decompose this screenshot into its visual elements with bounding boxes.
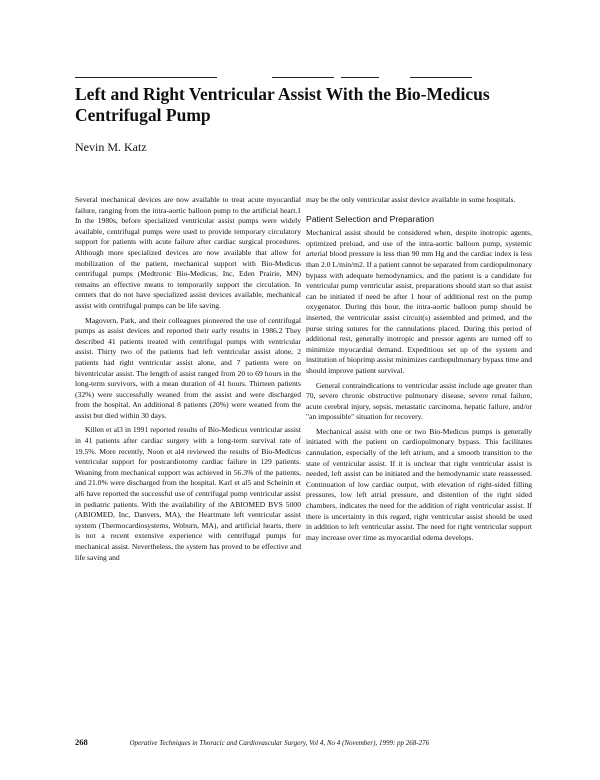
paragraph: Magovern, Park, and their colleagues pioneered the use of centrifugal pumps as assist devices and reported their early results in 1986.2 They described 41 patients treated with centrifugal pumps with ventricular assist. Thirty two of the patients had left ventricular assist alone, 2 patients had right ventricular assist alone, and 7 patients were on biventricular assist. The length of assist ranged from 20 to 69 hours in the long-term survivors, with a mean duration of 41 hours. Thirteen patients (32%) were successfully weaned from the assist and were discharged from the hospital. An additional 8 patients (20%) were weaned from the assist but died within 30 days.	[75, 315, 301, 420]
header-rule-2	[272, 77, 334, 78]
left-column	[75, 195, 301, 567]
paragraph: Killen et al3 in 1991 reported results of Bio-Medicus ventricular assist in 41 patients after cardiac surgery with a long-term survival rate of 19.5%. More recently, Noon et al4 reviewed the results of Bio-Medicus ventricular support for postcardiotomy cardiac failure in 129 patients. Weaning from mechanical support was achieved in 56.3% of the patients, and 21.0% were discharged from the hospital. Karl et al5 and Scheinin et al6 have reported the successful use of centrifugal pump ventricular assist in pediatric patients. With the availability of the ABIOMED BVS 5000 (ABIOMED, Inc, Danvers, MA), the Heartmate left ventricular assist system (Thermocardiosystems, Woburn, MA), and artificial hearts, there is not a recent extensive experience with centrifugal pumps for mechanical assist. Nevertheless, the system has proved to be effective and life saving and	[75, 425, 301, 562]
header-rule-3	[341, 77, 379, 78]
journal-citation: Operative Techniques in Thoracic and Cardiovascular Surgery, Vol 4, No 4 (November), 1999: pp 268-276	[129, 739, 430, 747]
section-heading: Patient Selection and Preparation	[306, 213, 435, 224]
page-number: 268	[75, 737, 88, 747]
author-name: Nevin M. Katz	[75, 140, 147, 154]
article-title: Left and Right Ventricular Assist With the Bio-Medicus Centrifugal Pump	[75, 84, 490, 125]
paragraph: General contraindications to ventricular assist include age greater than 70, severe chronic obstructive pulmonary disease, severe renal failure, acute cerebral injury, sepsis, metastatic carcinoma, hepatic failure, and/or "an impossible" situation for recovery.	[306, 380, 532, 422]
paragraph: Mechanical assist should be considered when, despite inotropic agents, optimized preload, and use of the intra-aortic balloon pump, systemic arterial blood pressure is less than 90 mm Hg and the cardiac index is less than 2.0 L/min/m2. If a patient cannot be separated from cardiopulmonary bypass with adequate hemodynamics, and the patient is a candidate for ventricular pump ventricular assist, preparations should start so that assist can be initiated if need be after 1 hour of additional rest on the pump oxygenator. During this hour, the intra-aortic balloon pump should be inserted, the ventricular assist circuit(s) assembled and primed, and the purse string sutures for the cannulations placed. During this period of additional rest, generally inotropic and pressor agents are turned off to minimize myocardial demand. Expeditious set up of the system and institution of bioprimp assist minimizes cardiopulmonary bypass time and should improve patient survival.	[306, 228, 532, 375]
paragraph: Several mechanical devices are now available to treat acute myocardial failure, ranging from the intra-aortic balloon pump to the artificial heart.1 In the 1980s, before specialized ventricular assist pumps were widely available, centrifugal pumps were used to provide temporary circulatory support for patients with acute failure after cardiac surgical procedures. Although more specialized devices are now available that allow for mobilization of the patient, mechanical support with Bio-Medicus centrifugal pumps (Medtronic Bio-Medicus, Inc, Eden Prairie, MN) remains an effective means to temporarily support the circulation. In centers that do not have specialized assist devices available, mechanical assist with centrifugal pumps can be life saving.	[75, 195, 301, 310]
page-footer	[75, 737, 535, 747]
header-rule-1	[75, 77, 217, 78]
header-rule-4	[410, 77, 472, 78]
paragraph: may be the only ventricular assist device available in some hospitals.	[306, 195, 516, 204]
right-column	[306, 195, 532, 547]
paragraph: Mechanical assist with one or two Bio-Medicus pumps is generally initiated with the patient on cardiopulmonary bypass. This facilitates cannulation, especially of the left atrium, and a smooth transition to the state of ventricular assist. If it is unclear that right ventricular assist is needed, left assist can be initiated and the hemodynamic state reassessed. Continuation of low cardiac output, with elevation of right-sided filling pressures, low left atrial pressure, and distention of the right sided chambers, indicates the need for the addition of right ventricular assist. If there is uncertainty in this regard, right ventricular assist should be used in addition to left ventricular assist. The need for right ventricular support may increase over time as myocardial edema develops.	[306, 426, 532, 542]
